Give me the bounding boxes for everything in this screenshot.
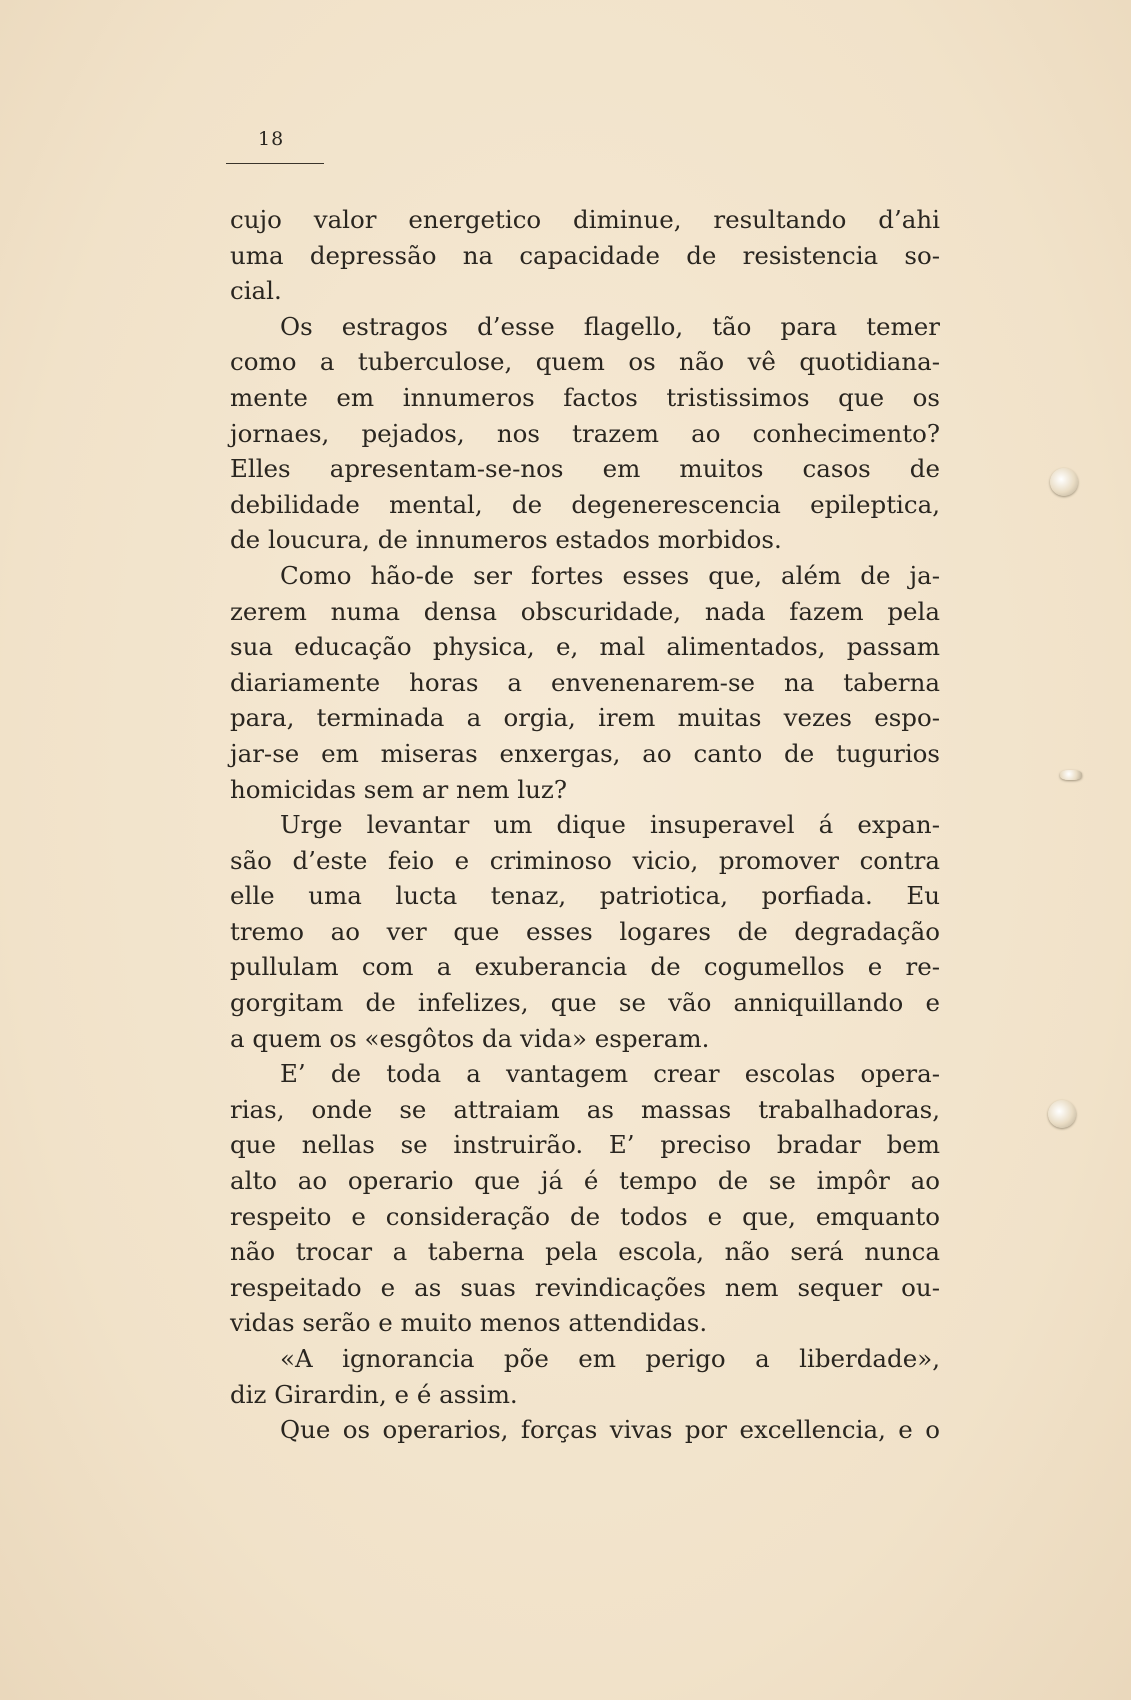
text-line: gorgitam de infelizes, que se vão anniquillando e <box>230 988 940 1018</box>
text-line: diz Girardin, e é assim. <box>230 1379 518 1409</box>
text-line: que nellas se instruirão. E’ preciso bradar bem <box>230 1130 940 1160</box>
text-line: debilidade mental, de degenerescencia epileptica, <box>230 489 940 519</box>
text-line: jornaes, pejados, nos trazem ao conhecimento? <box>230 418 940 448</box>
text-line: Elles apresentam-se-nos em muitos casos de <box>230 454 940 484</box>
text-line: E’ de toda a vantagem crear escolas opera- <box>280 1059 940 1089</box>
body-text <box>230 202 940 1448</box>
text-line: zerem numa densa obscuridade, nada fazem pela <box>230 596 940 626</box>
text-line: a quem os «esgôtos da vida» esperam. <box>230 1023 710 1053</box>
text-line: Que os operarios, forças vivas por excellencia, e o <box>280 1415 940 1445</box>
text-line: rias, onde se attraiam as massas trabalhadoras, <box>230 1094 940 1124</box>
binding-mark-bottom <box>1048 1100 1076 1128</box>
text-line: de loucura, de innumeros estados morbidos. <box>230 525 782 555</box>
text-line: alto ao operario que já é tempo de se impôr ao <box>230 1166 940 1196</box>
text-line: cujo valor energetico diminue, resultando d’ahi <box>230 205 940 234</box>
text-line: homicidas sem ar nem luz? <box>230 774 567 804</box>
text-line: para, terminada a orgia, irem muitas vezes espo- <box>230 703 940 733</box>
text-line: uma depressão na capacidade de resistencia so- <box>230 240 940 270</box>
text-line: não trocar a taberna pela escola, não será nunca <box>230 1237 940 1267</box>
text-line: como a tuberculose, quem os não vê quotidiana- <box>230 347 940 377</box>
text-line: são d’este feio e criminoso vicio, promover contra <box>230 845 940 875</box>
text-line: respeitado e as suas revindicações nem sequer ou- <box>230 1272 940 1302</box>
text-line: diariamente horas a envenenarem-se na taberna <box>230 667 940 697</box>
header-rule <box>226 163 324 164</box>
text-line: Urge levantar um dique insuperavel á expan- <box>280 810 940 840</box>
text-line: pullulam com a exuberancia de cogumellos e re- <box>230 952 940 982</box>
text-line: tremo ao ver que esses logares de degradação <box>230 916 940 946</box>
text-line: cial. <box>230 276 282 306</box>
binding-mark-middle <box>1060 770 1082 780</box>
text-line: Como hão-de ser fortes esses que, além de ja- <box>280 560 940 590</box>
binding-mark-top <box>1050 468 1078 496</box>
text-line: Os estragos d’esse flagello, tão para temer <box>280 311 940 341</box>
text-line: mente em innumeros factos tristissimos que os <box>230 382 940 412</box>
text-line: elle uma lucta tenaz, patriotica, porfiada. Eu <box>230 881 940 911</box>
text-line: vidas serão e muito menos attendidas. <box>230 1308 708 1338</box>
text-line: sua educação physica, e, mal alimentados, passam <box>230 632 940 662</box>
text-line: jar-se em miseras enxergas, ao canto de tugurios <box>230 738 940 768</box>
text-line: respeito e consideração de todos e que, emquanto <box>230 1201 940 1231</box>
text-line: «A ignorancia põe em perigo a liberdade», <box>280 1344 940 1373</box>
page-number: 18 <box>258 128 285 150</box>
